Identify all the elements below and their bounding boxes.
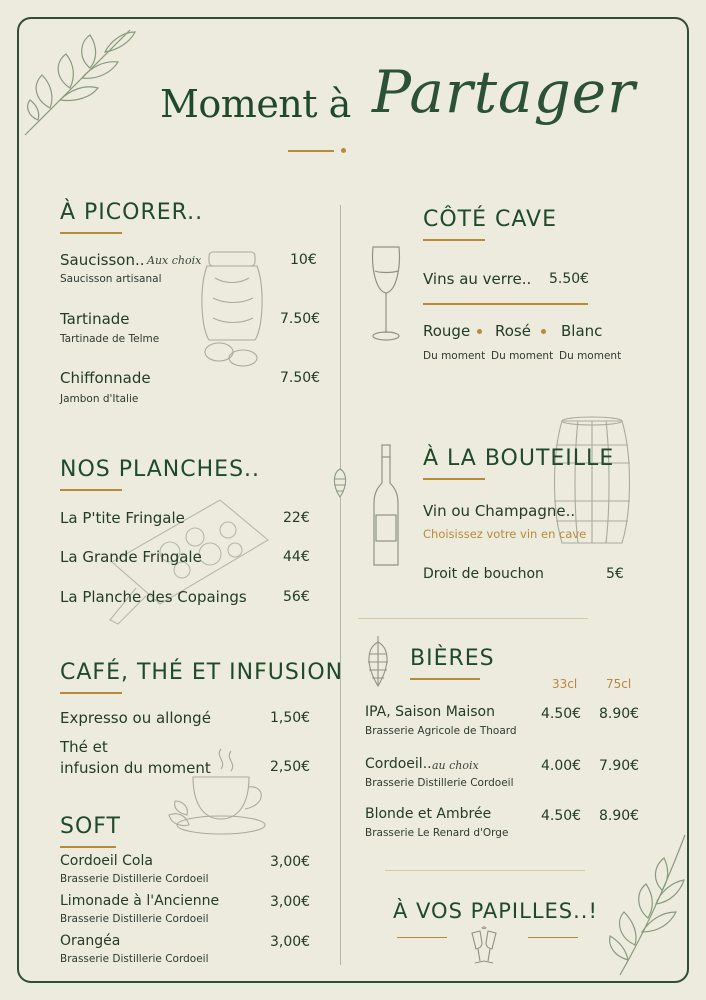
column-divider <box>340 205 341 965</box>
section-rule <box>385 870 585 871</box>
menu-item-price-33cl: 4.50€ <box>541 808 582 824</box>
hop-divider-icon <box>329 465 351 501</box>
menu-item-name: Cordoeil.. <box>365 756 432 772</box>
menu-item-price: 22€ <box>283 510 310 526</box>
menu-item-price-75cl: 7.90€ <box>599 758 640 774</box>
menu-item-name: infusion du moment <box>60 759 211 777</box>
section-underline <box>60 232 122 234</box>
title-main: Moment à <box>160 82 351 126</box>
section-underline <box>60 692 122 694</box>
menu-item-price: 1,50€ <box>270 710 311 726</box>
menu-item-name: Chiffonnade <box>60 369 151 387</box>
section-underline <box>60 846 116 848</box>
footer-rule-left <box>397 937 447 938</box>
jar-illustration-icon <box>195 248 270 368</box>
section-title-bouteille: À LA BOUTEILLE <box>423 446 615 471</box>
section-title-planches: NOS PLANCHES.. <box>60 457 261 482</box>
menu-item-name: Vin ou Champagne.. <box>423 502 576 520</box>
size-label-75cl: 75cl <box>606 677 632 691</box>
menu-item-price-75cl: 8.90€ <box>599 706 640 722</box>
menu-item-price: 44€ <box>283 549 310 565</box>
wine-type-description: Du moment <box>491 350 554 362</box>
menu-item-name: Droit de bouchon <box>423 566 544 582</box>
section-underline <box>60 489 122 491</box>
size-label-33cl: 33cl <box>552 677 578 691</box>
menu-item-name: Tartinade <box>60 310 130 328</box>
menu-item-price: 5.50€ <box>549 271 590 287</box>
menu-item-price: 3,00€ <box>270 894 311 910</box>
section-title-picorer: À PICORER.. <box>60 200 204 225</box>
menu-item-price: 2,50€ <box>270 759 311 775</box>
menu-item-price: 56€ <box>283 589 310 605</box>
leaf-branch-bottom-right-icon <box>600 830 690 980</box>
menu-item-description: Jambon d'Italie <box>60 393 139 405</box>
menu-item-price: 7.50€ <box>280 311 321 327</box>
menu-item-name: La Grande Fringale <box>60 548 202 566</box>
separator-dot <box>541 329 546 334</box>
menu-item-description: Tartinade de Telme <box>60 333 160 345</box>
menu-item-price-33cl: 4.50€ <box>541 706 582 722</box>
menu-item-price-33cl: 4.00€ <box>541 758 582 774</box>
menu-item-description: Choisissez votre vin en cave <box>423 527 587 541</box>
footer-text: À VOS PAPILLES..! <box>393 899 598 923</box>
menu-item-price: 7.50€ <box>280 370 321 386</box>
wine-type-description: Du moment <box>423 350 486 362</box>
menu-item-price: 10€ <box>290 252 317 268</box>
menu-item-name: La Planche des Copaings <box>60 588 247 606</box>
champagne-glasses-icon <box>466 925 502 967</box>
menu-item-price-75cl: 8.90€ <box>599 808 640 824</box>
menu-item-note: au choix <box>432 759 479 772</box>
menu-item-price: 3,00€ <box>270 934 311 950</box>
wine-type-name: Rosé <box>495 322 531 340</box>
menu-item-price: 3,00€ <box>270 854 311 870</box>
section-title-cave: CÔTÉ CAVE <box>423 207 557 232</box>
footer-rule-right <box>528 937 578 938</box>
wine-type-name: Rouge <box>423 322 471 340</box>
section-underline <box>423 478 485 480</box>
title-underline <box>288 150 334 152</box>
title-script: Partager <box>372 58 636 126</box>
menu-item-price: 5€ <box>606 566 624 582</box>
wine-bottle-icon <box>370 443 402 569</box>
section-title-bieres: BIÈRES <box>410 646 495 671</box>
section-title-cafe: CAFÉ, THÉ ET INFUSION <box>60 660 344 685</box>
wine-glass-icon <box>368 243 404 343</box>
menu-item-description: Brasserie Distillerie Cordoeil <box>60 913 209 925</box>
separator-dot <box>477 329 482 334</box>
title-dot <box>341 148 346 153</box>
menu-item-name: Orangéa <box>60 933 121 949</box>
menu-item-description: Brasserie Distillerie Cordoeil <box>60 953 209 965</box>
menu-item-name: IPA, Saison Maison <box>365 704 495 720</box>
section-rule <box>358 618 588 619</box>
menu-item-name: Saucisson.. <box>60 251 145 269</box>
menu-item-name: Expresso ou allongé <box>60 709 211 727</box>
wine-type-name: Blanc <box>561 322 603 340</box>
menu-item-name: Vins au verre.. <box>423 270 532 288</box>
menu-item-description: Brasserie Distillerie Cordoeil <box>365 777 514 789</box>
menu-item-description: Brasserie Le Renard d'Orge <box>365 827 509 839</box>
section-underline <box>410 678 480 680</box>
section-rule <box>423 303 588 305</box>
wine-type-description: Du moment <box>559 350 622 362</box>
menu-item-name: Cordoeil Cola <box>60 853 153 869</box>
menu-item-description: Saucisson artisanal <box>60 273 162 285</box>
menu-item-name: La P'tite Fringale <box>60 509 185 527</box>
section-underline <box>423 239 485 241</box>
section-title-soft: SOFT <box>60 814 121 839</box>
hop-icon <box>361 634 395 694</box>
menu-item-name: Limonade à l'Ancienne <box>60 893 220 909</box>
menu-item-name: Blonde et Ambrée <box>365 806 492 822</box>
menu-item-description: Brasserie Agricole de Thoard <box>365 725 517 737</box>
menu-item-note: Aux choix <box>147 254 202 267</box>
menu-item-name: Thé et <box>60 738 108 756</box>
leaf-branch-top-left-icon <box>20 20 150 140</box>
tea-cup-illustration-icon <box>165 745 275 840</box>
menu-item-description: Brasserie Distillerie Cordoeil <box>60 873 209 885</box>
